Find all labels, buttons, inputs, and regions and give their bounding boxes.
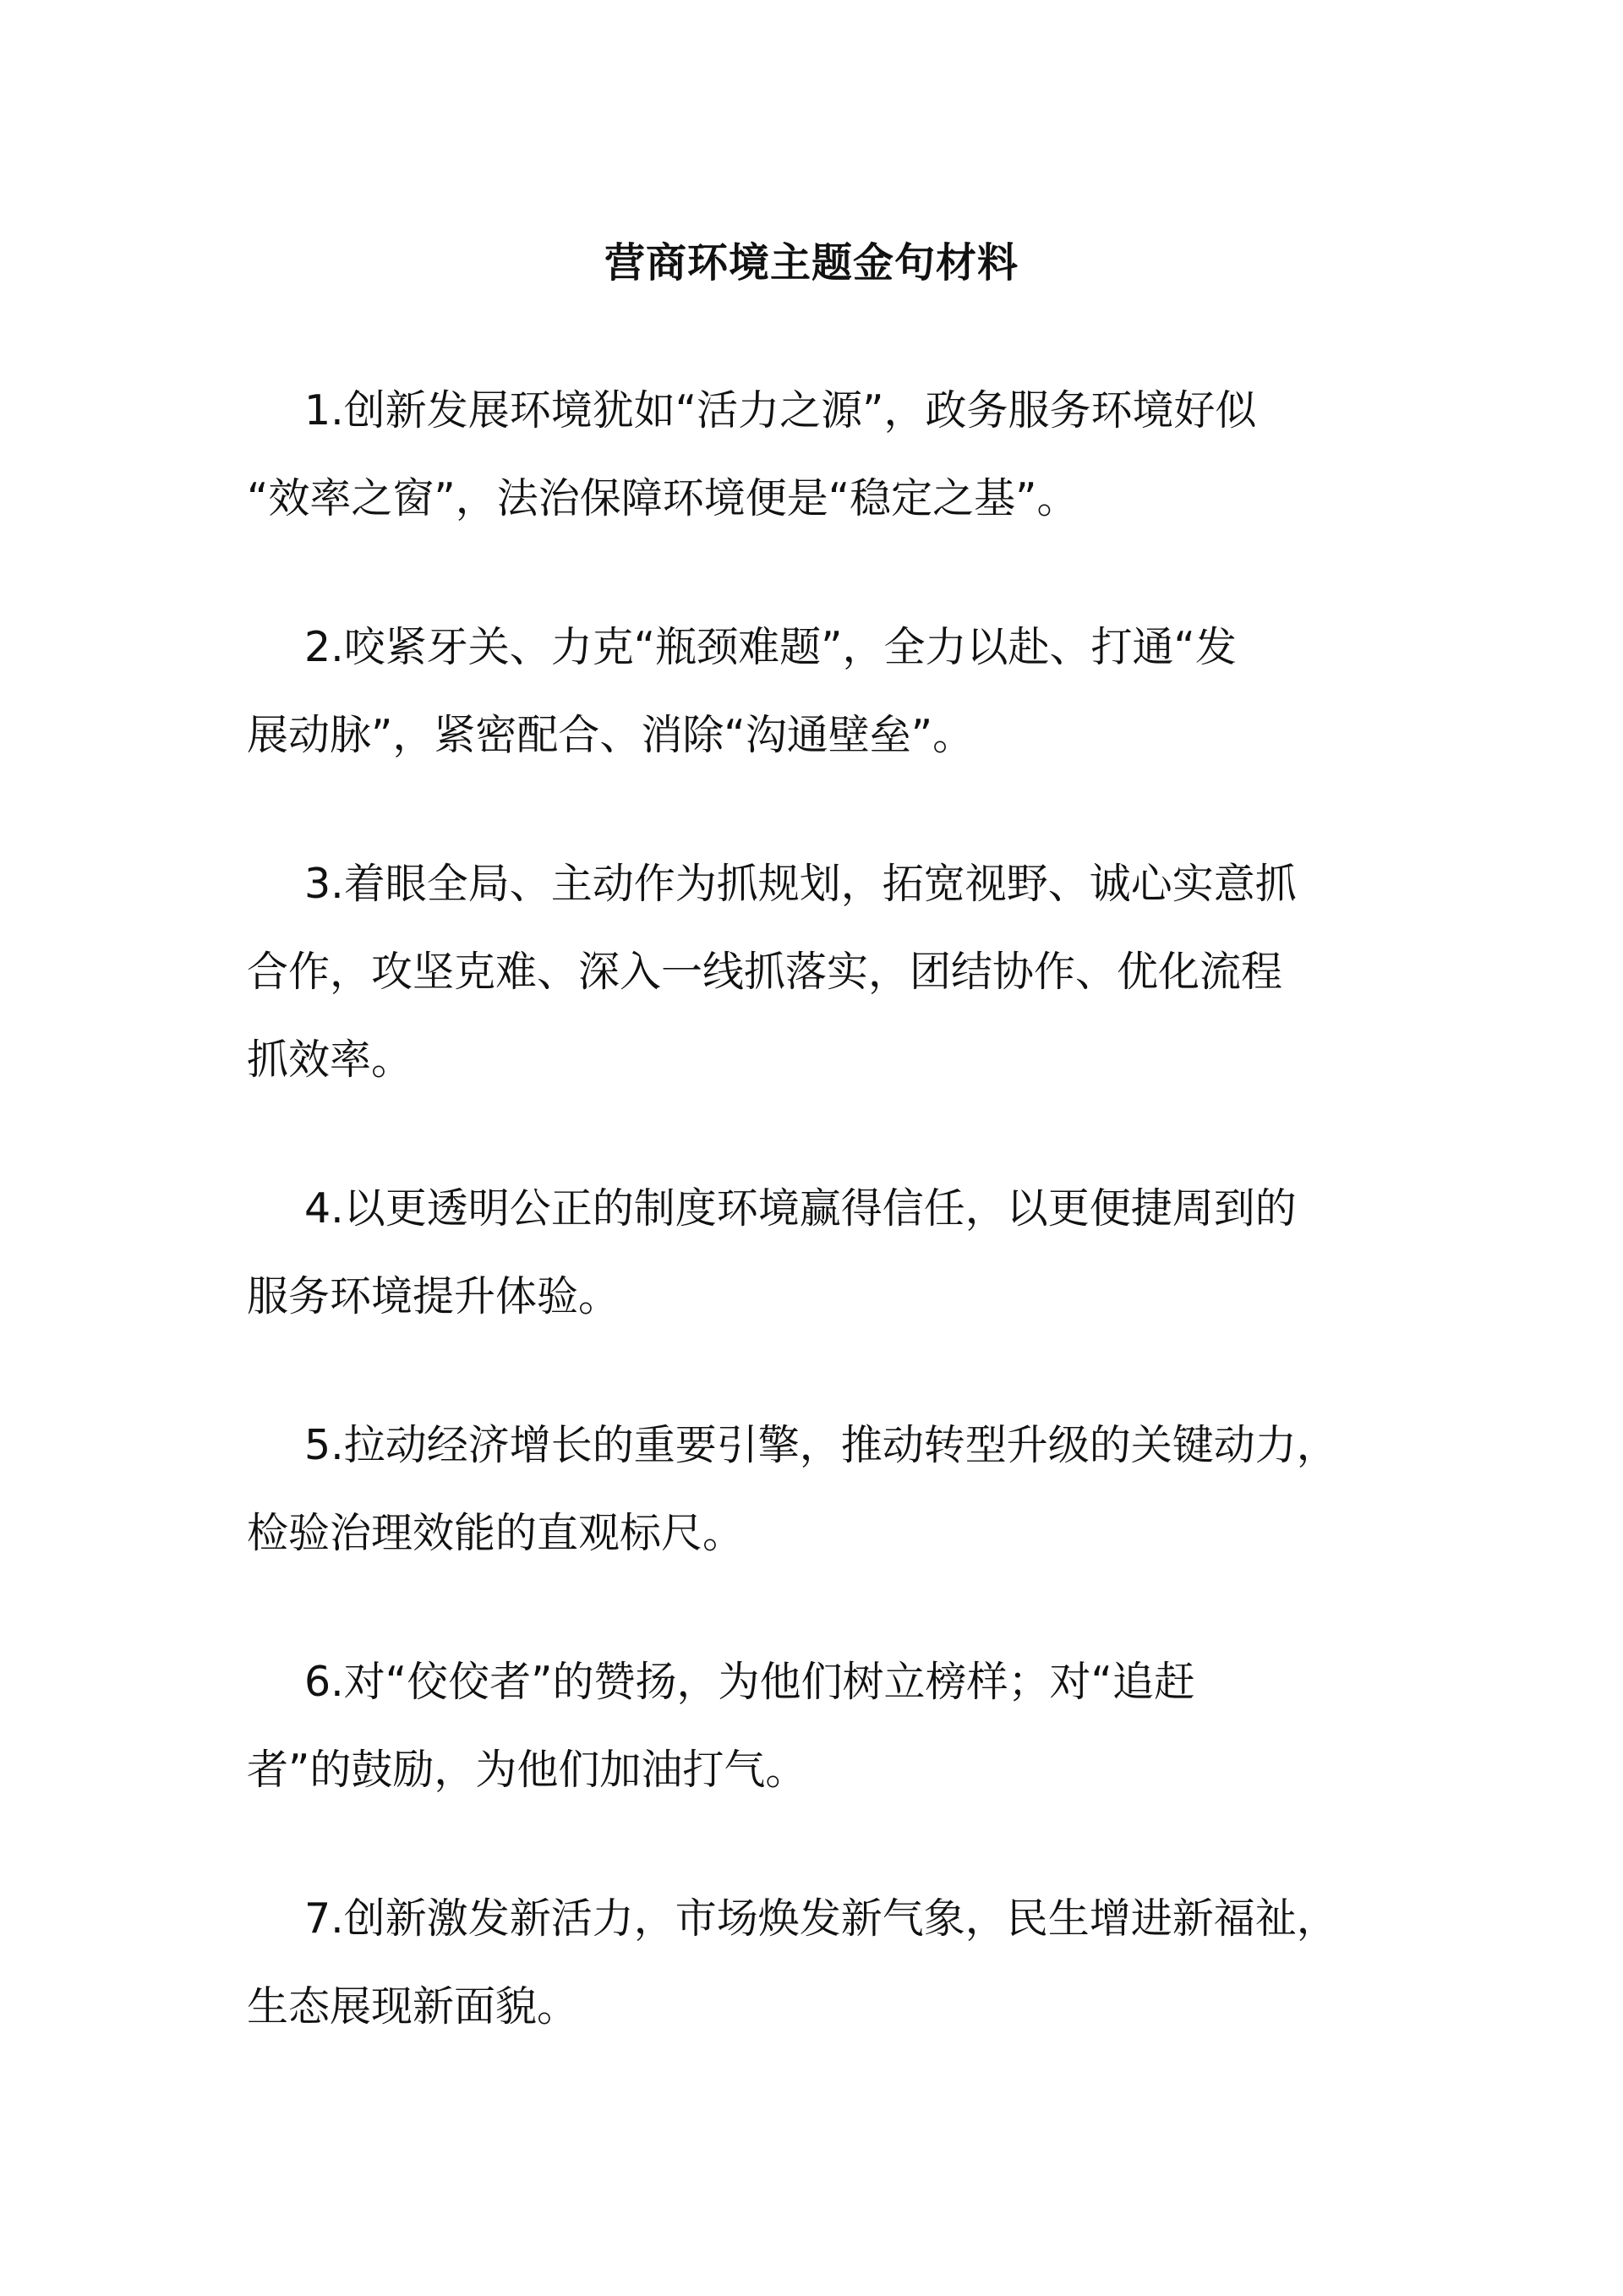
paragraph-3 [247, 840, 1388, 1104]
paragraph-line: 抓效率。 [247, 1036, 413, 1084]
paragraph-line: 生态展现新面貌。 [247, 1982, 579, 2031]
paragraph-line: 检验治理效能的直观标尺。 [247, 1509, 745, 1557]
paragraph-line: 4.以更透明公正的制度环境赢得信任，以更便捷周到的 [304, 1184, 1297, 1233]
paragraph-line: 2.咬紧牙关、力克“瓶颈难题”，全力以赴、打通“发 [304, 623, 1237, 671]
paragraph-line: 3.着眼全局、主动作为抓规划，拓宽视野、诚心实意抓 [304, 860, 1297, 908]
paragraph-5 [247, 1402, 1388, 1577]
paragraph-line: “效率之窗”，法治保障环境便是“稳定之基”。 [247, 474, 1079, 522]
paragraph-line: 6.对“佼佼者”的赞扬，为他们树立榜样；对“追赶 [304, 1658, 1195, 1706]
paragraph-1 [247, 367, 1388, 543]
paragraph-7 [247, 1875, 1388, 2051]
paragraph-line: 者”的鼓励，为他们加油打气。 [247, 1746, 807, 1794]
paragraph-6 [247, 1638, 1388, 1814]
paragraph-2 [247, 604, 1388, 779]
paragraph-line: 5.拉动经济增长的重要引擎，推动转型升级的关键动力， [304, 1421, 1338, 1469]
paragraph-line: 服务环境提升体验。 [247, 1272, 620, 1320]
paragraph-line: 合作，攻坚克难、深入一线抓落实，团结协作、优化流程 [247, 948, 1283, 996]
document-title: 营商环境主题金句材料 [604, 239, 1019, 287]
paragraph-line: 展动脉”，紧密配合、消除“沟通壁垒”。 [247, 711, 975, 759]
paragraph-4 [247, 1165, 1388, 1341]
paragraph-line: 1.创新发展环境犹如“活力之源”，政务服务环境好似 [304, 386, 1257, 435]
paragraph-line: 7.创新激发新活力，市场焕发新气象，民生增进新福祉， [304, 1894, 1338, 1943]
